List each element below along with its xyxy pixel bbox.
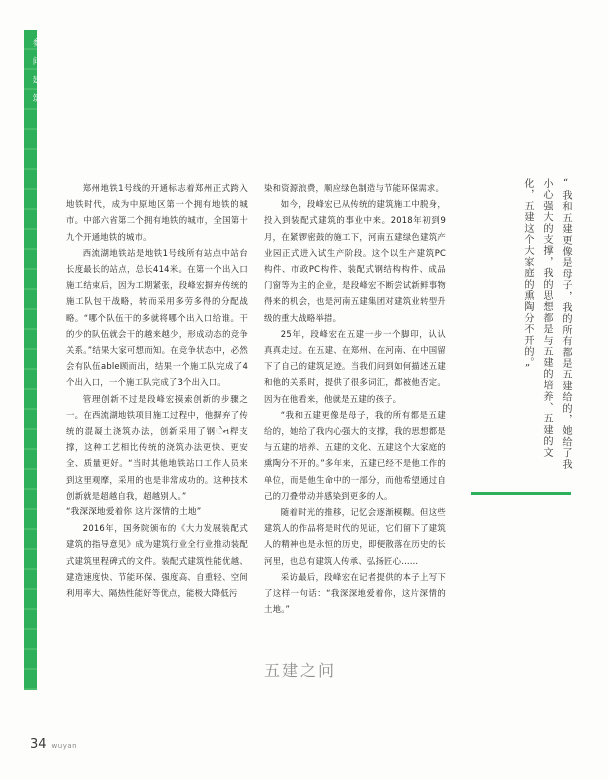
article-headline: 五建之问	[264, 661, 337, 680]
pull-quote-rule	[471, 492, 571, 495]
paragraph: 25年，段峰宏在五建一步一个脚印，认认真真走过。在五建、在郑州、在河南、在中国留下了自己的建筑足迹。当我们问到如何描述五建和他的关系时，提供了很多词汇，都被他否定。因为在他看来，他就是五建的孩子。	[264, 328, 446, 404]
paragraph: 随着时光的推移，记忆会逐渐模糊。但这些建筑人的作品将是时代的见证，它们留下了建筑人的精神也是永恒的历史，即便散落在历史的长河里，也总有建筑人传承、弘扬匠心……	[264, 507, 446, 566]
footer-mark: wuyan	[51, 742, 78, 750]
paragraph: 如今，段峰宏已从传统的建筑施工中脱身，投入到装配式建筑的事业中来。2018年初到9月，在紧锣密鼓的施工下，河南五建绿色建筑产业园正式进入试生产阶段。这个以生产建筑PC构件、市政PC构件、装配式钢结构构件、成品门窗等为主的企业，是段峰宏不断尝试新鲜事物得来的机会，也是河南五建集团对建筑业转型升级的重大战略举措。	[264, 199, 446, 323]
paragraph: “我和五建更像是母子，我的所有都是五建给的，她给了我内心强大的支撑，我的思想都是与五建的培养、五建的文化、五建这个大家庭的熏陶分不开的。”多年来，五建已经不是他工作的单位，而是他生命中的一部分，而他希望通过自己的刀叠带动并感染到更多的人。	[264, 409, 446, 501]
pull-quote: “我和五建更像是母子，我的所有都是五建给的，她给了我小心强大的支撑，我的思想都是与五建的培养、五建的文化，五建这个大家庭的熏陶分不开的。”	[522, 178, 571, 470]
body-column-left	[66, 180, 248, 601]
subheading: “我深深地爱着你 这片深情的土地”	[66, 507, 202, 518]
section-color-bar	[24, 30, 37, 690]
paragraph: 2016年，国务院颁布的《大力发展装配式建筑的指导意见》成为建筑行业全行业推动装配式建筑里程碑式的文件。装配式建筑性能优越、建造速度快、节能环保、强度高、自重轻、空间利用率大、隔热性能好等优点，能极大降低污	[66, 523, 248, 599]
section-label: 参 问 建 筑	[31, 38, 41, 102]
paragraph: 管理创新不过是段峰宏摸索创新的步骤之一。在西流湖地铁项目施工过程中，他摒弃了传统的混凝土浇筑办法，创新采用了钢ેન桿支撑，这种工艺相比传统的浇筑办法更快、更安全、质量更好。“当时其他地铁站口工作人员来到这里观摩，采用的也是非常成功的。这种技术创新就是超越自我，超越别人。”	[66, 393, 248, 501]
paragraph: 采访最后，段峰宏在记者提供的本子上写下了这样一句话：“我深深地爱着你，这片深情的土地。”	[264, 571, 446, 615]
page-footer	[30, 737, 77, 752]
paragraph: 郑州地铁1号线的开通标志着郑州正式跨入地铁时代，成为中原地区第一个拥有地铁的城市。中部六省第二个拥有地铁的城市，全国第十九个开通地铁的城市。	[66, 183, 248, 242]
paragraph: 西流湖地铁站是地铁1号线所有站点中站台长度最长的站点，总长414米。在第一个出入口施工结束后，因为工期紧张，段峰宏摒弃传统的施工队包干战略，转而采用多劳多得的分配战略。“哪个队伍干的多就将哪个出入口给谁。干的少的队伍就会干的越来越少，形成动态的竞争关系。”结果大家可想而知。在竞争状态中，必然会有队伍able顾而出，结果一个施工队完成了4个出入口，一个施工队完成了3个出入口。	[66, 247, 248, 388]
page-number: 34	[30, 737, 47, 752]
body-column-right	[264, 180, 446, 617]
paragraph: 染和资源浪费，顺应绿色制造与节能环保需求。	[264, 183, 445, 193]
